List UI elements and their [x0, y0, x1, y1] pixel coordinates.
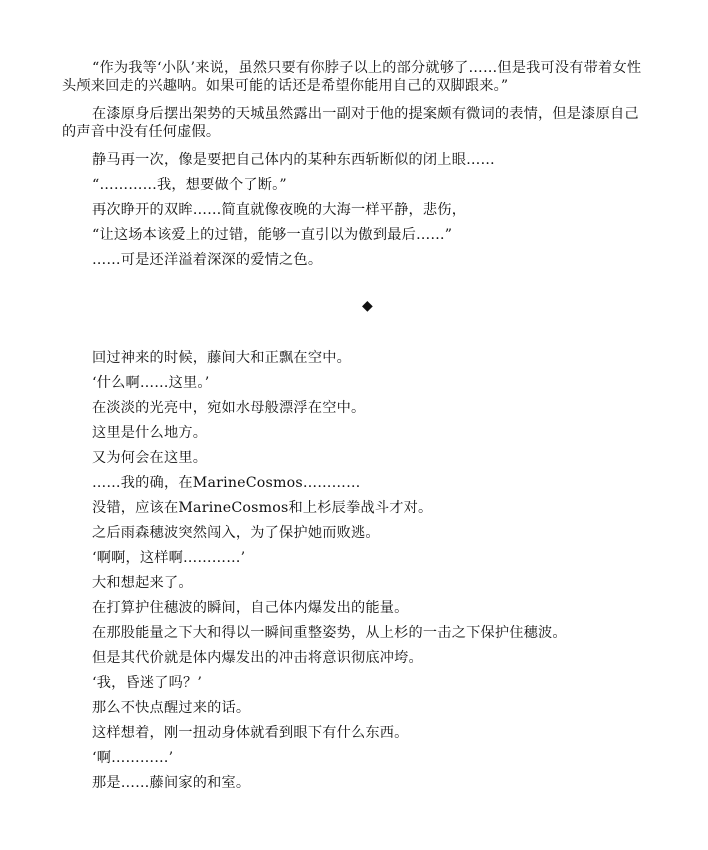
paragraph-15: 之后雨森穗波突然闯入，为了保护她而败逃。 — [92, 525, 380, 541]
paragraph-21: ‘我，昏迷了吗？’ — [92, 675, 203, 691]
paragraph-16: ‘啊啊，这样啊…………’ — [92, 550, 246, 566]
paragraph-5: 再次睁开的双眸……简直就像夜晚的大海一样平静，悲伤， — [92, 202, 467, 218]
paragraph-22: 那么不快点醒过来的话。 — [92, 700, 251, 716]
paragraph-18: 在打算护住穗波的瞬间，自己体内爆发出的能量。 — [92, 600, 409, 616]
paragraph-8: 回过神来的时候，藤间大和正飘在空中。 — [92, 350, 351, 366]
paragraph-12: 又为何会在这里。 — [92, 450, 208, 466]
paragraph-25: 那是……藤间家的和室。 — [92, 775, 251, 791]
paragraph-11: 这里是什么地方。 — [92, 425, 208, 441]
paragraph-23: 这样想着，刚一扭动身体就看到眼下有什么东西。 — [92, 725, 409, 741]
paragraph-6: “让这场本该爱上的过错，能够一直引以为傲到最后……” — [92, 227, 453, 243]
paragraph-20: 但是其代价就是体内爆发出的冲击将意识彻底冲垮。 — [92, 650, 423, 666]
paragraph-3: 静马再一次，像是要把自己体内的某种东西斩断似的闭上眼…… — [92, 152, 495, 168]
paragraph-9: ‘什么啊……这里。’ — [92, 375, 210, 391]
paragraph-14: 没错，应该在MarineCosmos和上杉辰拳战斗才对。 — [92, 500, 433, 516]
paragraph-17: 大和想起来了。 — [92, 575, 193, 591]
paragraph-24: ‘啊…………’ — [92, 750, 174, 766]
paragraph-7: ……可是还洋溢着深深的爱情之色。 — [92, 252, 323, 268]
section-separator: ◆ — [362, 298, 373, 314]
paragraph-4: “…………我，想要做个了断。” — [92, 177, 287, 193]
paragraph-19: 在那股能量之下大和得以一瞬间重整姿势，从上杉的一击之下保护住穗波。 — [92, 625, 567, 641]
paragraph-10: 在淡淡的光亮中，宛如水母般漂浮在空中。 — [92, 400, 366, 416]
paragraph-1: “作为我等‘小队’来说，虽然只要有你脖子以上的部分就够了……但是我可没有带着女性头颅来回走的兴趣呐。如果可能的话还是希望你能用自己的双脚跟来。” — [62, 60, 642, 94]
paragraph-2: 在漆原身后摆出架势的天城虽然露出一副对于他的提案颇有微词的表情，但是漆原自己的声音中没有任何虚假。 — [62, 106, 639, 140]
paragraph-13: ……我的确，在MarineCosmos………… — [92, 475, 361, 491]
